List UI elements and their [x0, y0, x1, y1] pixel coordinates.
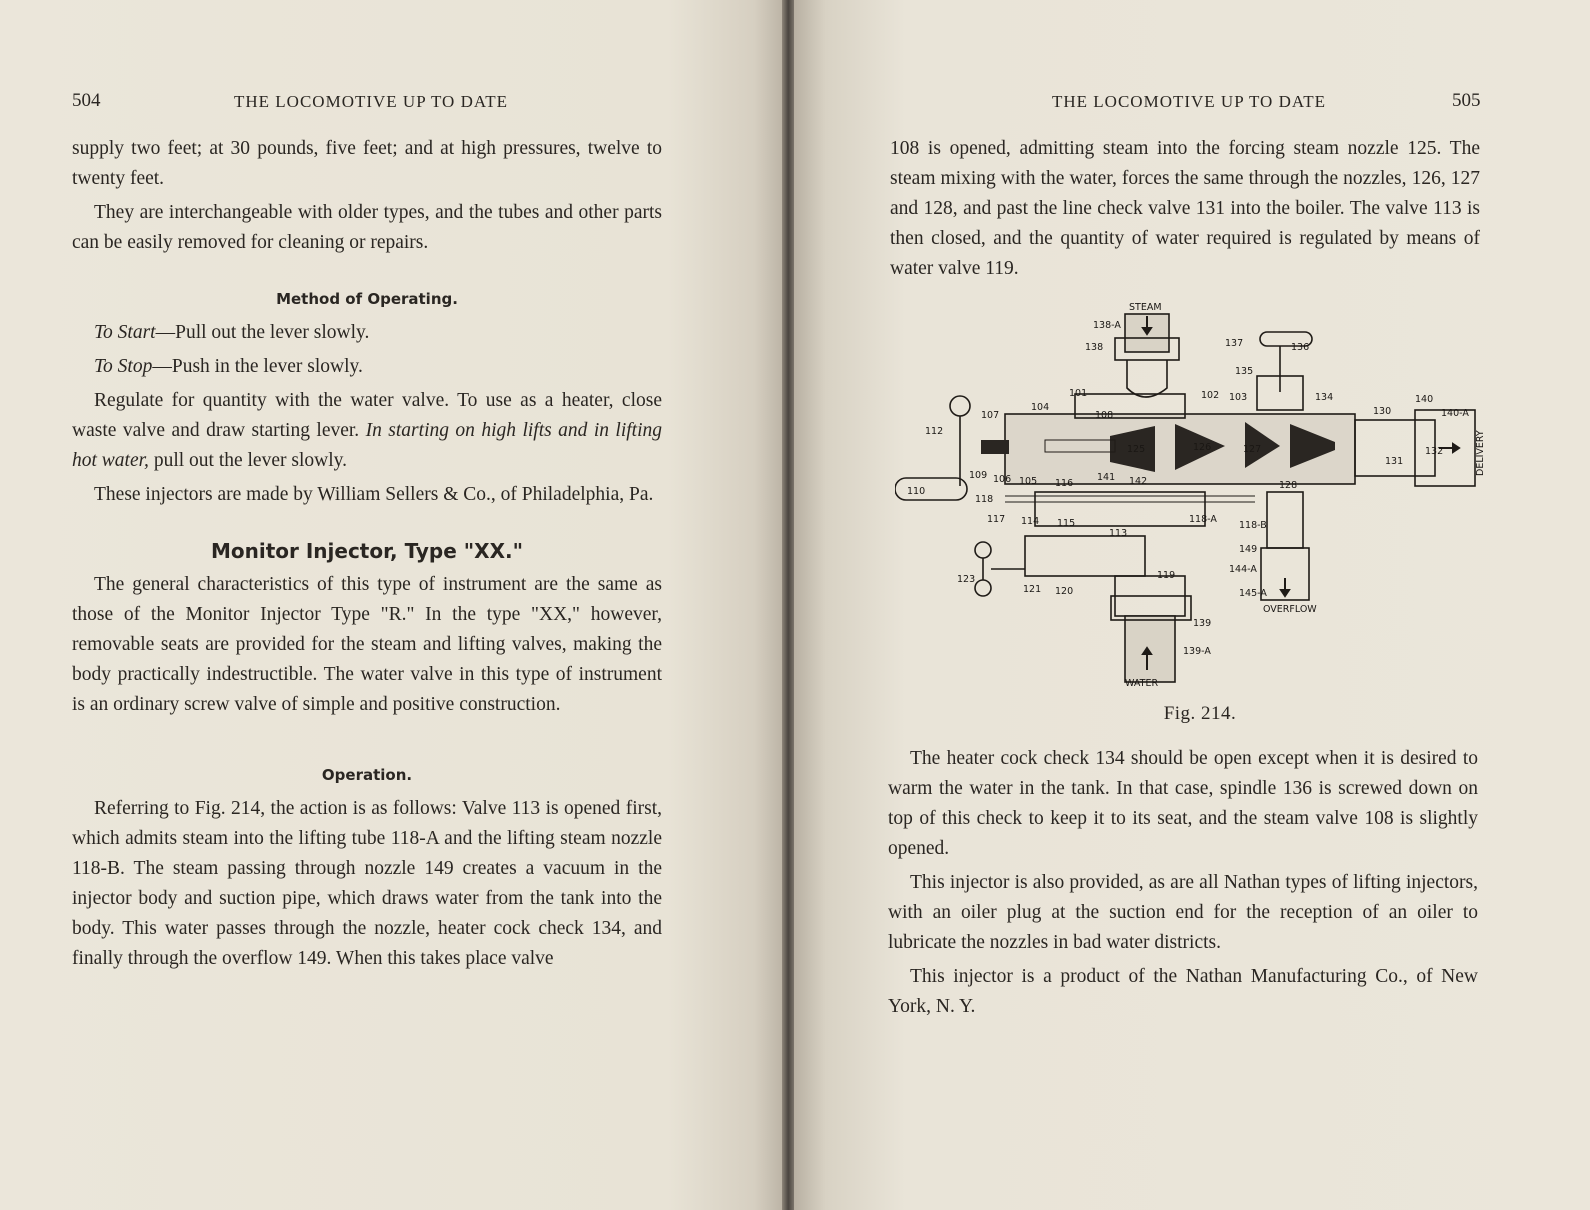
left-body-text — [72, 134, 662, 978]
label-134: 134 — [1315, 392, 1334, 403]
label-132: 132 — [1425, 446, 1444, 457]
label-114: 114 — [1021, 516, 1040, 527]
label-138: 138 — [1085, 342, 1104, 353]
label-102: 102 — [1201, 390, 1220, 401]
figure-214-injector-diagram — [895, 296, 1507, 706]
to-stop-text: —Push in the lever slowly. — [152, 356, 363, 377]
figure-caption: Fig. 214. — [1163, 703, 1237, 724]
label-118: 118 — [975, 494, 994, 505]
paragraph-to-stop — [72, 352, 662, 382]
label-139a: 139-A — [1183, 646, 1211, 657]
label-131: 131 — [1385, 456, 1404, 467]
subhead-method-of-operating: Method of Operating. — [276, 290, 458, 308]
paragraph-valve-108: 108 is opened, admitting steam into the forcing steam nozzle 125. The steam mixing with the water, forces the same through the nozzles, 126, 127 and 128, and past the line check valve 131 into the boiler. The valve 113 is then closed, and the quantity of water required is regulated by means of water valve 119. — [890, 138, 1480, 279]
label-108: 108 — [1095, 410, 1114, 421]
section-title-monitor-injector: Monitor Injector, Type "XX." — [210, 539, 524, 563]
label-118b: 118-B — [1239, 520, 1267, 531]
label-145a: 145-A — [1239, 588, 1267, 599]
label-110: 110 — [907, 486, 926, 497]
label-144a: 144-A — [1229, 564, 1257, 575]
paragraph-to-start — [72, 318, 662, 348]
label-overflow: OVERFLOW — [1263, 604, 1317, 615]
paragraph-heater-cock: The heater cock check 134 should be open except when it is desired to warm the water in the tank. In that case, spindle 136 is screwed down on top of this check to keep it to its seat, and the steam valve 108 is slightly opened. — [888, 748, 1478, 859]
label-121: 121 — [1023, 584, 1042, 595]
paragraph-interchangeable: They are interchangeable with older types, and the tubes and other parts can be easily removed for cleaning or repairs. — [72, 202, 662, 253]
label-105: 105 — [1019, 476, 1038, 487]
label-123: 123 — [957, 574, 976, 585]
label-104: 104 — [1031, 402, 1050, 413]
label-135: 135 — [1235, 366, 1254, 377]
regulate-tail: pull out the lever slowly. — [153, 450, 347, 471]
label-delivery: DELIVERY — [1475, 430, 1486, 476]
regulate-text: Regulate for quantity with the water valve. To use as a heater, close waste valve and draw starting lever. — [72, 390, 662, 441]
label-118a: 118-A — [1189, 514, 1217, 525]
label-water: WATER — [1125, 678, 1159, 689]
injector-drawing — [895, 296, 1507, 706]
label-107: 107 — [981, 410, 1000, 421]
left-running-head: THE LOCOMOTIVE UP TO DATE — [234, 92, 509, 111]
paragraph-oiler: This injector is also provided, as are all Nathan types of lifting injectors, with an oiler plug at the suction end for the reception of an oiler to lubricate the nozzles in bad water districts. — [888, 872, 1478, 953]
label-103: 103 — [1229, 392, 1248, 403]
label-117: 117 — [987, 514, 1006, 525]
paragraph-supply: supply two feet; at 30 pounds, five feet; and at high pressures, twelve to twenty feet. — [72, 138, 662, 189]
label-128: 128 — [1279, 480, 1298, 491]
right-opening-text — [890, 134, 1480, 288]
label-steam: STEAM — [1129, 302, 1162, 313]
right-closing-text — [888, 744, 1478, 1026]
label-120: 120 — [1055, 586, 1074, 597]
label-139: 139 — [1193, 618, 1212, 629]
label-137: 137 — [1225, 338, 1244, 349]
to-start-text: —Pull out the lever slowly. — [155, 322, 370, 343]
label-116: 116 — [1055, 478, 1074, 489]
label-119: 119 — [1157, 570, 1176, 581]
to-start-label: To Start — [94, 322, 156, 343]
label-106: 106 — [993, 474, 1012, 485]
paragraph-regulate — [72, 386, 662, 476]
label-140: 140 — [1415, 394, 1434, 405]
label-142: 142 — [1129, 476, 1148, 487]
label-138a: 138-A — [1093, 320, 1121, 331]
to-stop-label: To Stop — [94, 356, 153, 377]
paragraph-operation: Referring to Fig. 214, the action is as follows: Valve 113 is opened first, which admits steam into the lifting tube 118-A and the lifting steam nozzle 118-B. The steam passing through nozzle 149 creates a vacuum in the injector body and suction pipe, which draws water from the tank into the body. This water passes through the nozzle, heater cock check 134, and finally through the overflow 149. When this takes place valve — [72, 798, 662, 969]
label-140a: 140-A — [1441, 408, 1469, 419]
left-page — [0, 0, 786, 1210]
regulate-italic: In starting on high lifts and in lifting hot water, — [72, 420, 663, 471]
label-136: 136 — [1291, 342, 1310, 353]
label-149: 149 — [1239, 544, 1258, 555]
right-page-number: 505 — [1452, 90, 1481, 111]
paragraph-characteristics: The general characteristics of this type of instrument are the same as those of the Monitor Injector Type "R." In the type "XX," however, removable seats are provided for the steam and lifting valves, making the body practically indestructible. The water valve in this type of instrument is an ordinary screw valve of simple and positive construction. — [72, 574, 662, 715]
label-125: 125 — [1127, 444, 1146, 455]
subhead-operation: Operation. — [321, 766, 413, 784]
label-112: 112 — [925, 426, 944, 437]
right-running-head: THE LOCOMOTIVE UP TO DATE — [1052, 92, 1327, 111]
label-115: 115 — [1057, 518, 1076, 529]
label-127: 127 — [1243, 444, 1262, 455]
paragraph-nathan: This injector is a product of the Nathan Manufacturing Co., of New York, N. Y. — [888, 966, 1478, 1017]
label-141: 141 — [1097, 472, 1116, 483]
label-126: 126 — [1193, 442, 1212, 453]
label-113: 113 — [1109, 528, 1128, 539]
label-130: 130 — [1373, 406, 1392, 417]
left-page-number: 504 — [72, 90, 101, 111]
label-109: 109 — [969, 470, 988, 481]
paragraph-sellers: These injectors are made by William Sellers & Co., of Philadelphia, Pa. — [94, 484, 654, 505]
label-101: 101 — [1069, 388, 1088, 399]
